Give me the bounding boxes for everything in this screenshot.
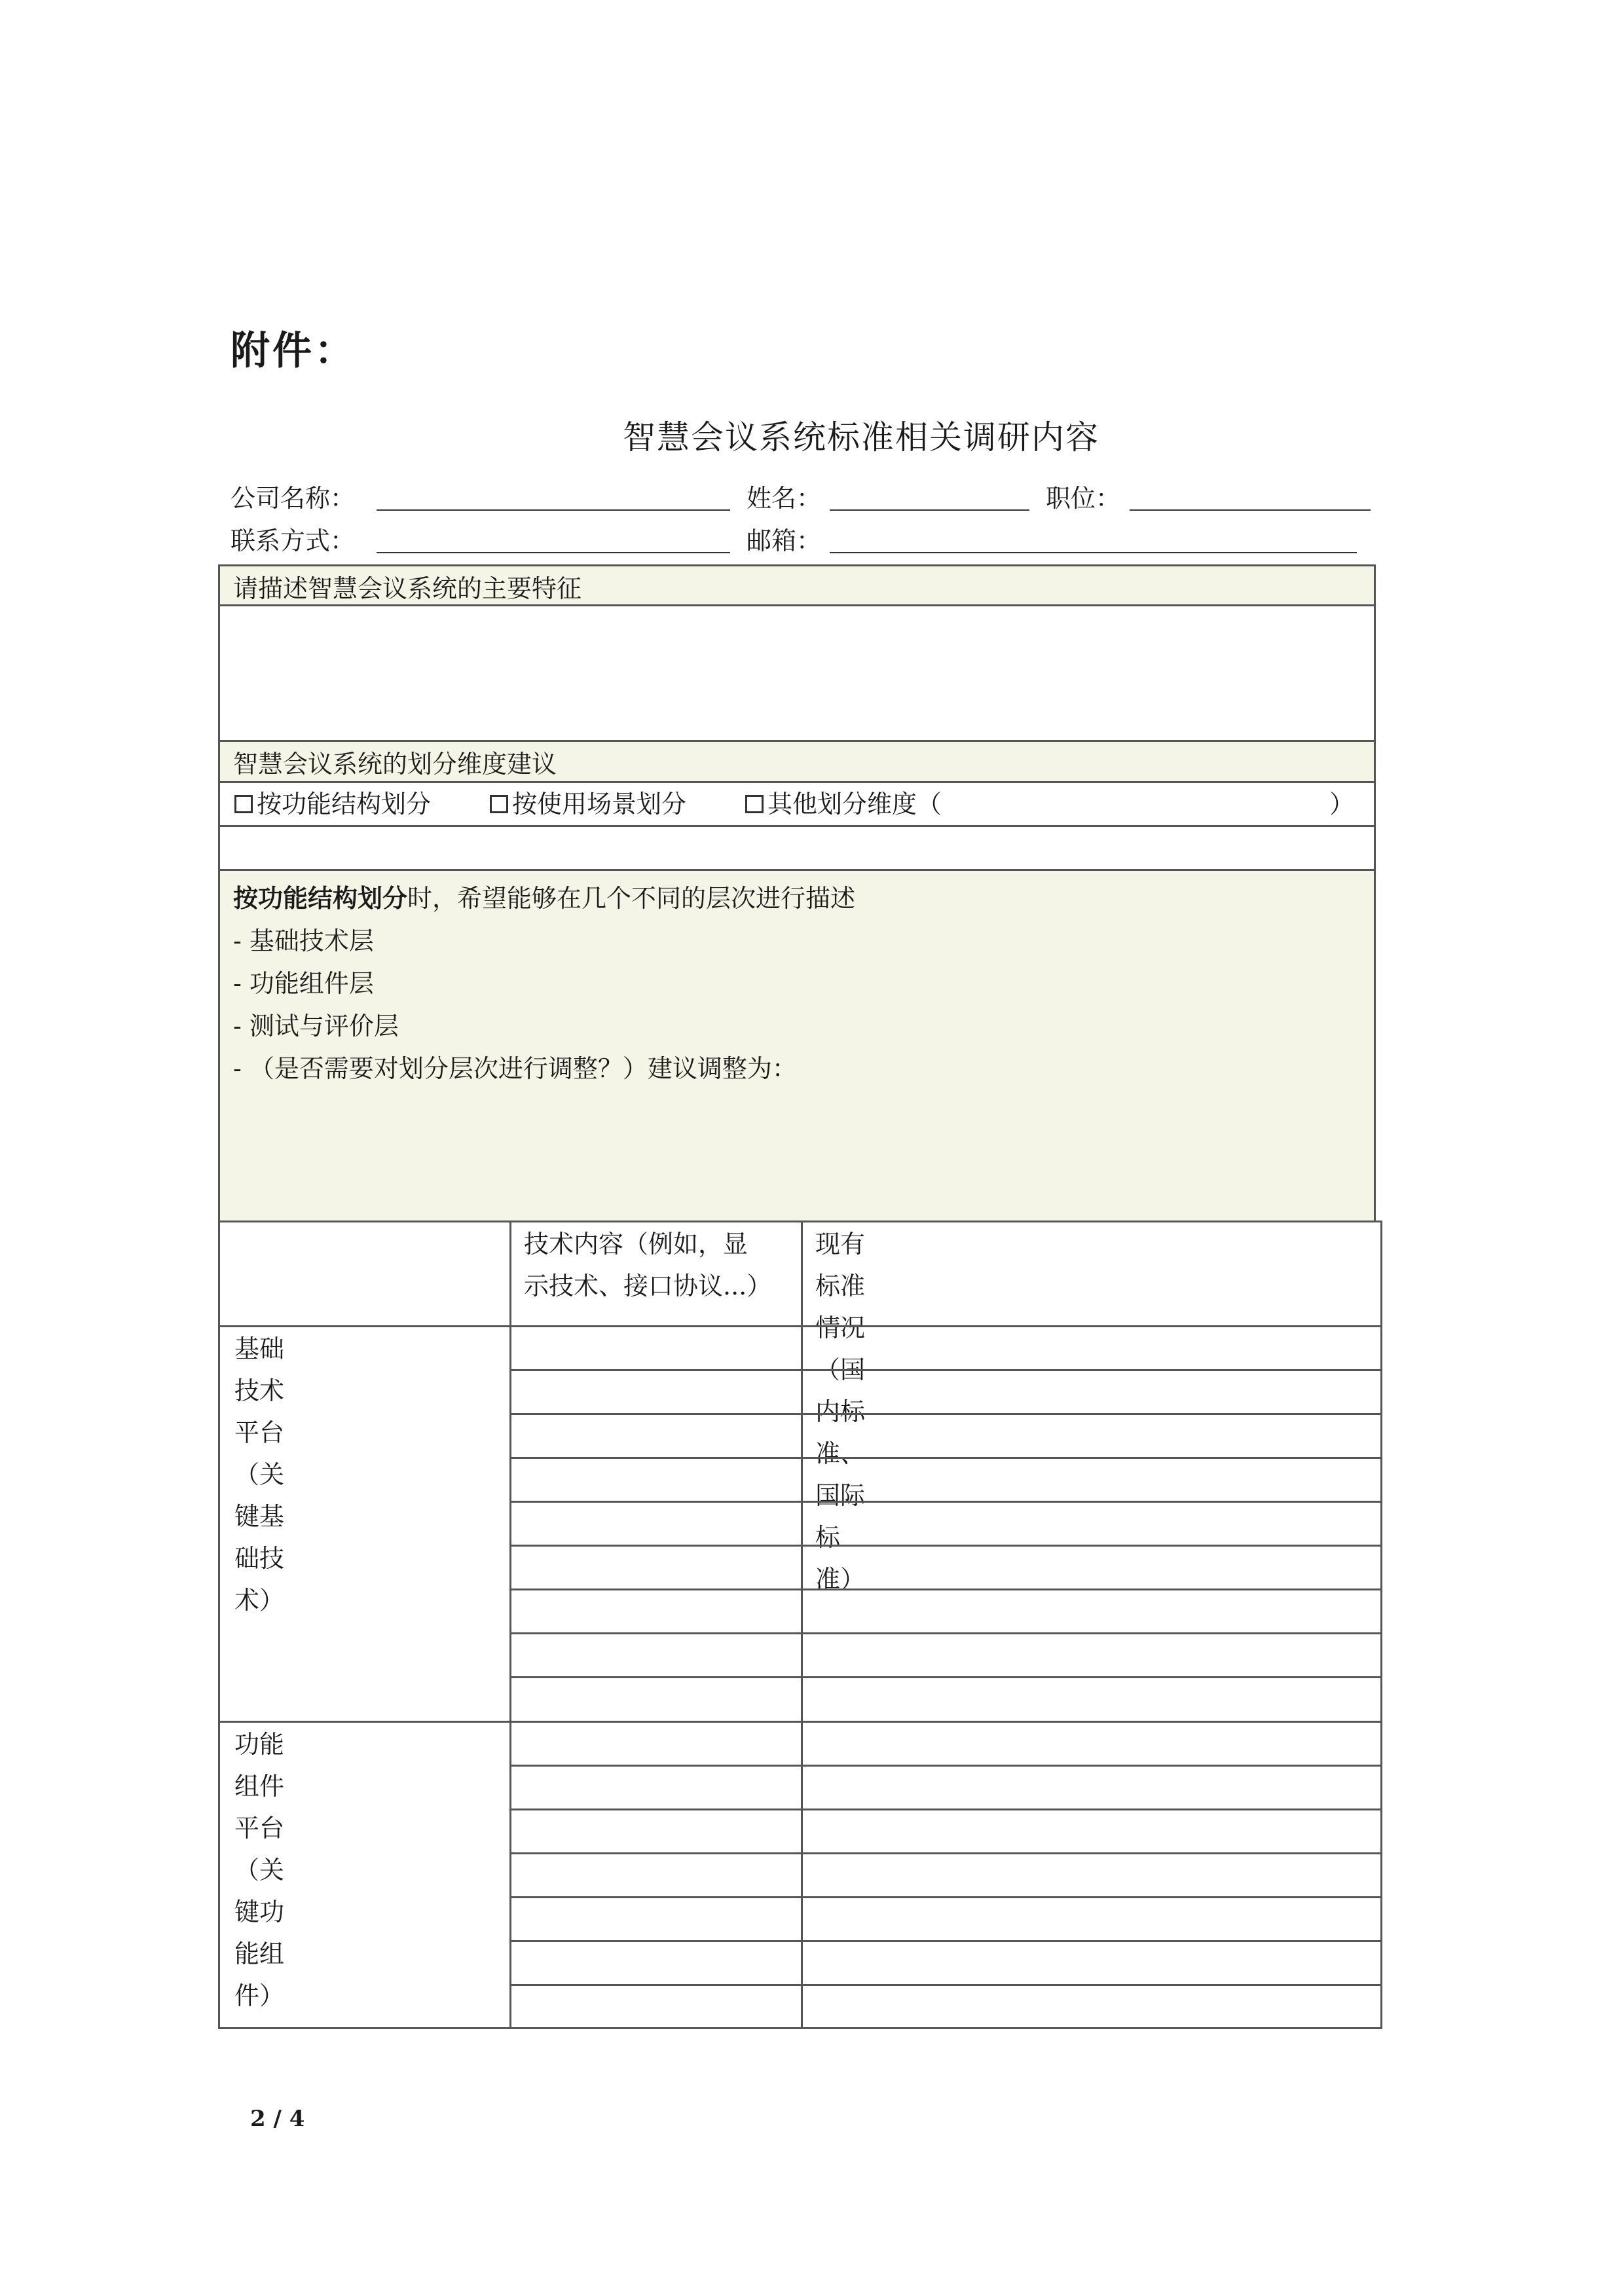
table-row-line (509, 1765, 1382, 1767)
group2-label-line2: （关键功能组件） (234, 1856, 285, 2010)
section1-heading-text: 请描述智慧会议系统的主要特征 (233, 574, 582, 603)
company-field[interactable] (377, 509, 730, 511)
col2-header-line2: 示技术、接口协议...） (524, 1272, 772, 1300)
email-field[interactable] (830, 552, 1357, 553)
table-col-divider (801, 1221, 803, 2029)
section3-heading-bold: 按功能结构划分 (233, 884, 408, 913)
table-row-line (509, 1369, 1382, 1371)
group1-label-line2: （关键基础技术） (234, 1460, 285, 1615)
division-answer-box[interactable] (218, 825, 1376, 871)
option-other-label: 其他划分维度（ (767, 790, 942, 818)
group2-label (234, 1723, 284, 2017)
layer-item: - 基础技术层 (233, 927, 374, 955)
col3-header: 现有标准情况（国内标准、国际标准） (815, 1230, 866, 1594)
checkbox-other[interactable] (745, 795, 764, 813)
table-row-line (509, 1457, 1382, 1459)
section3-heading (233, 877, 1361, 920)
section2-heading (218, 740, 1376, 783)
table-row-line (509, 1896, 1382, 1898)
table-border (218, 1221, 1382, 2029)
table-row-line (509, 1940, 1382, 1942)
position-label: 职位： (1046, 484, 1121, 513)
name-field[interactable] (830, 509, 1029, 511)
table-row-line (509, 1501, 1382, 1503)
layer-item: - 测试与评价层 (233, 1012, 399, 1040)
page-number: 2 / 4 (250, 2106, 305, 2132)
section3-heading-rest: 时，希望能够在几个不同的层次进行描述 (407, 884, 856, 913)
table-row-line (509, 1413, 1382, 1415)
option-scenario[interactable] (490, 784, 686, 824)
contact-label: 联系方式： (231, 526, 356, 555)
checkbox-function[interactable] (234, 795, 253, 813)
col2-header (524, 1223, 792, 1307)
option-other[interactable] (745, 784, 1354, 824)
group-divider (218, 1721, 1382, 1723)
page-title: 智慧会议系统标准相关调研内容 (623, 418, 1099, 456)
table-row-line (509, 1852, 1382, 1854)
checkbox-scenario[interactable] (490, 795, 508, 813)
table-col-divider (509, 1221, 511, 2029)
section3-block (218, 869, 1376, 1222)
attachment-label: 附件： (231, 328, 356, 374)
table-row-line (509, 1808, 1382, 1810)
contact-field[interactable] (377, 552, 730, 553)
table-row-line (509, 1632, 1382, 1634)
layer-item: - 功能组件层 (233, 969, 374, 998)
table-header-divider (218, 1325, 1382, 1327)
company-label: 公司名称： (231, 484, 356, 513)
table-row-line (509, 1984, 1382, 1986)
option-other-close: ） (1329, 790, 1354, 818)
table-row-line (509, 1588, 1382, 1590)
layer-item: - （是否需要对划分层次进行调整？）建议调整为： (233, 1054, 797, 1083)
position-field[interactable] (1130, 509, 1371, 511)
division-options (218, 781, 1376, 827)
option-function-label: 按功能结构划分 (257, 790, 432, 818)
group2-label-line1: 功能组件平台 (234, 1730, 285, 1843)
col2-header-line1: 技术内容（例如，显 (524, 1230, 748, 1258)
option-scenario-label: 按使用场景划分 (512, 790, 687, 818)
email-label: 邮箱： (747, 526, 822, 555)
table-row-line (509, 1676, 1382, 1678)
group1-label-line1: 基础技术平台 (234, 1334, 285, 1447)
section1-answer-box[interactable] (218, 604, 1376, 742)
name-label: 姓名： (747, 484, 822, 513)
option-function[interactable] (234, 784, 431, 824)
table-row-line (509, 1545, 1382, 1547)
section2-heading-text: 智慧会议系统的划分维度建议 (233, 750, 557, 779)
section1-heading (218, 564, 1376, 606)
group1-label (234, 1328, 284, 1621)
